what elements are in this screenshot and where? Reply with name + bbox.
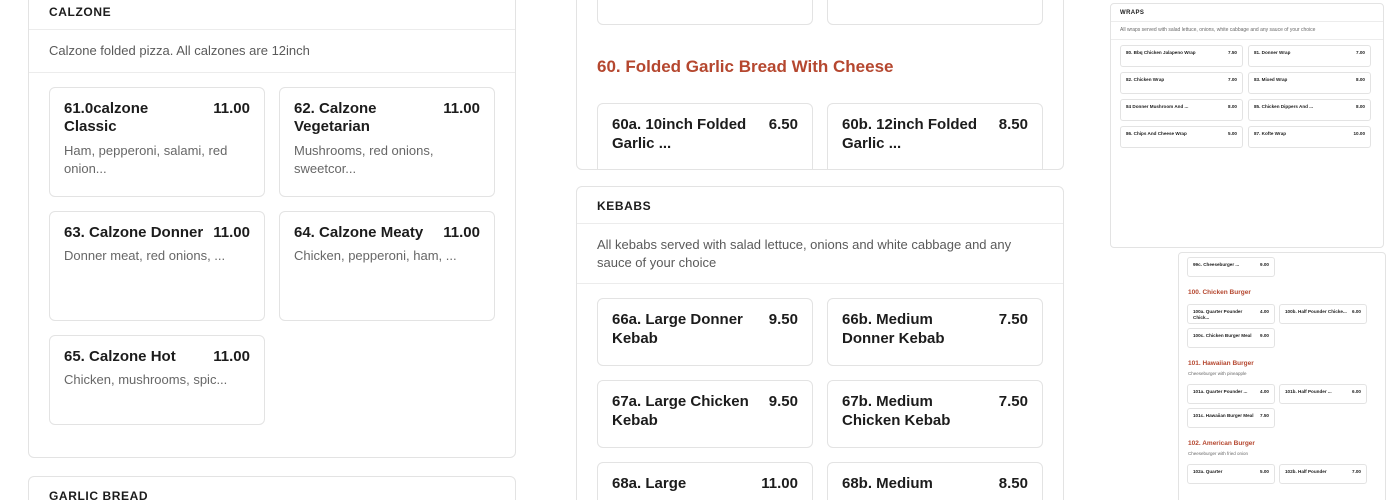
item-price: 11.00 <box>213 347 250 365</box>
item-name: 68a. Large <box>612 475 687 493</box>
kebabs-section-note: All kebabs served with salad lettuce, onions and white cabbage and any sauce of your choice <box>577 224 1063 284</box>
garlic-bread-section-header: GARLIC BREAD <box>29 477 515 500</box>
item-price: 4.00 <box>1260 309 1269 314</box>
item-price: 7.50 <box>1228 50 1237 55</box>
menu-item[interactable] <box>597 0 813 25</box>
hawaiian-burger-items-grid <box>1179 380 1385 434</box>
item-name: 100b. Half Pounder Chicke... <box>1285 309 1347 314</box>
menu-item[interactable] <box>597 380 813 448</box>
item-price: 10.00 <box>1353 131 1365 136</box>
item-description: Donner meat, red onions, ... <box>64 248 226 264</box>
item-price: 7.50 <box>998 393 1028 411</box>
menu-item[interactable] <box>1187 328 1275 348</box>
menu-item[interactable] <box>1120 126 1243 148</box>
menu-item[interactable] <box>279 87 495 197</box>
item-name: 60a. 10inch Folded Garlic ... <box>612 116 747 152</box>
kebabs-section <box>576 186 1064 500</box>
menu-item[interactable] <box>279 211 495 321</box>
item-price: 7.50 <box>1260 413 1269 418</box>
item-name: 62. Calzone Vegetarian <box>294 99 377 136</box>
folded-garlic-group-title: 60. Folded Garlic Bread With Cheese <box>597 57 894 76</box>
hawaiian-burger-subtitle: Cheeseburger with pineapple <box>1188 371 1247 376</box>
item-price: 11.00 <box>213 99 250 117</box>
calzone-section-note: Calzone folded pizza. All calzones are 12inch <box>29 30 515 73</box>
item-price: 8.00 <box>1228 104 1237 109</box>
item-name: 81. Donner Wrap <box>1254 50 1291 55</box>
item-name: 87. Kofte Wrap <box>1254 131 1287 136</box>
menu-item[interactable] <box>1187 408 1275 428</box>
menu-item[interactable] <box>1279 304 1367 324</box>
menu-item[interactable] <box>827 298 1043 366</box>
item-name: 83. Mixed Wrap <box>1254 77 1288 82</box>
menu-item[interactable] <box>49 87 265 197</box>
item-price: 11.00 <box>443 99 480 117</box>
calzone-section-header: CALZONE <box>29 0 515 30</box>
burgers-top-grid <box>1179 253 1385 283</box>
item-price: 9.00 <box>1260 333 1269 338</box>
item-description: Chicken, pepperoni, ham, ... <box>294 248 457 264</box>
menu-item[interactable] <box>1248 72 1371 94</box>
menu-item[interactable] <box>1120 45 1243 67</box>
american-burger-group-title: 102. American Burger <box>1188 440 1255 447</box>
item-name: 64. Calzone Meaty <box>294 223 424 241</box>
wraps-items-grid <box>1111 40 1383 155</box>
item-price: 11.00 <box>213 223 250 241</box>
item-name: 101c. Hawaiian Burger Meal <box>1193 413 1254 418</box>
wraps-preview-panel[interactable] <box>1110 3 1384 248</box>
item-price: 6.00 <box>1352 309 1361 314</box>
item-name: 66b. Medium Donner Kebab <box>842 311 945 347</box>
menu-item[interactable] <box>1279 464 1367 484</box>
menu-item[interactable] <box>1187 464 1275 484</box>
item-price: 8.50 <box>998 475 1028 493</box>
chicken-burger-group-title: 100. Chicken Burger <box>1188 289 1251 296</box>
hawaiian-burger-group-title: 101. Hawaiian Burger <box>1188 360 1254 367</box>
item-name: 100a. Quarter Pounder Chick... <box>1193 309 1243 320</box>
item-description: Mushrooms, red onions, sweetcor... <box>294 143 434 176</box>
item-price: 5.00 <box>1228 131 1237 136</box>
item-name: 102b. Half Pounder <box>1285 469 1327 474</box>
kebabs-section-header: KEBABS <box>577 187 1063 224</box>
item-name: 101b. Half Pounder ... <box>1285 389 1332 394</box>
item-price: 8.50 <box>998 116 1028 133</box>
item-name: 86. Chips And Cheese Wrap <box>1126 131 1187 136</box>
menu-item[interactable] <box>1120 99 1243 121</box>
item-price: 7.00 <box>1228 77 1237 82</box>
item-name: 102a. Quarter <box>1193 469 1223 474</box>
menu-item[interactable] <box>597 462 813 500</box>
item-price: 9.50 <box>768 311 798 329</box>
menu-item[interactable] <box>597 298 813 366</box>
chicken-burger-items-grid <box>1179 300 1385 354</box>
menu-item[interactable] <box>1248 45 1371 67</box>
item-price: 7.00 <box>1352 469 1361 474</box>
item-price: 11.00 <box>761 475 798 493</box>
item-name: 101a. Quarter Pounder ... <box>1193 389 1248 394</box>
wraps-header: WRAPS <box>1111 4 1383 22</box>
menu-item[interactable] <box>1187 304 1275 324</box>
burgers-preview-panel[interactable] <box>1178 252 1386 500</box>
garlic-bread-section <box>28 476 516 500</box>
calzone-section <box>28 0 516 458</box>
item-name: 99c. Cheeseburger ... <box>1193 262 1240 267</box>
american-burger-subtitle: Cheeseburger with fried onion <box>1188 451 1249 456</box>
item-name: 67b. Medium Chicken Kebab <box>842 393 951 429</box>
item-name: 68b. Medium <box>842 475 933 493</box>
item-price: 6.50 <box>768 116 798 133</box>
menu-item[interactable] <box>1120 72 1243 94</box>
menu-item[interactable] <box>827 103 1043 170</box>
item-price: 4.00 <box>1260 389 1269 394</box>
menu-item[interactable] <box>827 0 1043 25</box>
item-name: 63. Calzone Donner <box>64 223 204 241</box>
item-name: 60b. 12inch Folded Garlic ... <box>842 116 978 152</box>
folded-garlic-partial-grid <box>577 0 1063 43</box>
item-name: 100c. Chicken Burger Meal <box>1193 333 1252 338</box>
menu-item[interactable] <box>1187 257 1275 277</box>
item-price: 6.00 <box>1352 389 1361 394</box>
item-name: 84 Donner Mushroom And ... <box>1126 104 1189 109</box>
item-name: 61.0calzone Classic <box>64 99 149 136</box>
menu-item[interactable] <box>49 335 265 425</box>
item-price: 11.00 <box>443 223 480 241</box>
item-price: 7.50 <box>998 311 1028 329</box>
item-name: 82. Chicken Wrap <box>1126 77 1165 82</box>
item-price: 8.00 <box>1356 104 1365 109</box>
menu-item[interactable] <box>1248 99 1371 121</box>
item-name: 67a. Large Chicken Kebab <box>612 393 749 429</box>
menu-item[interactable] <box>597 103 813 170</box>
menu-item[interactable] <box>1279 384 1367 404</box>
menu-item[interactable] <box>1187 384 1275 404</box>
item-description: Chicken, mushrooms, spic... <box>64 372 228 388</box>
item-price: 5.00 <box>1260 469 1269 474</box>
item-price: 8.00 <box>1356 77 1365 82</box>
item-name: 66a. Large Donner Kebab <box>612 311 743 347</box>
wraps-note: All wraps served with salad lettuce, onions, white cabbage and any sauce of your choice <box>1111 22 1383 40</box>
folded-garlic-bread-section <box>576 0 1064 170</box>
menu-item[interactable] <box>49 211 265 321</box>
item-price: 9.50 <box>768 393 798 411</box>
item-description: Ham, pepperoni, salami, red onion... <box>64 143 228 176</box>
calzone-items-grid <box>29 73 515 443</box>
menu-item[interactable] <box>827 462 1043 500</box>
menu-item[interactable] <box>827 380 1043 448</box>
menu-item[interactable] <box>1248 126 1371 148</box>
kebabs-items-grid <box>577 284 1063 500</box>
american-burger-items-grid <box>1179 460 1385 490</box>
item-name: 65. Calzone Hot <box>64 347 176 365</box>
item-price: 9.00 <box>1260 262 1269 267</box>
folded-garlic-items-grid <box>577 89 1063 170</box>
item-name: 85. Chicken Dippers And ... <box>1254 104 1314 109</box>
item-name: 80. Bbq Chicken Jalapeno Wrap <box>1126 50 1196 55</box>
item-price: 7.00 <box>1356 50 1365 55</box>
